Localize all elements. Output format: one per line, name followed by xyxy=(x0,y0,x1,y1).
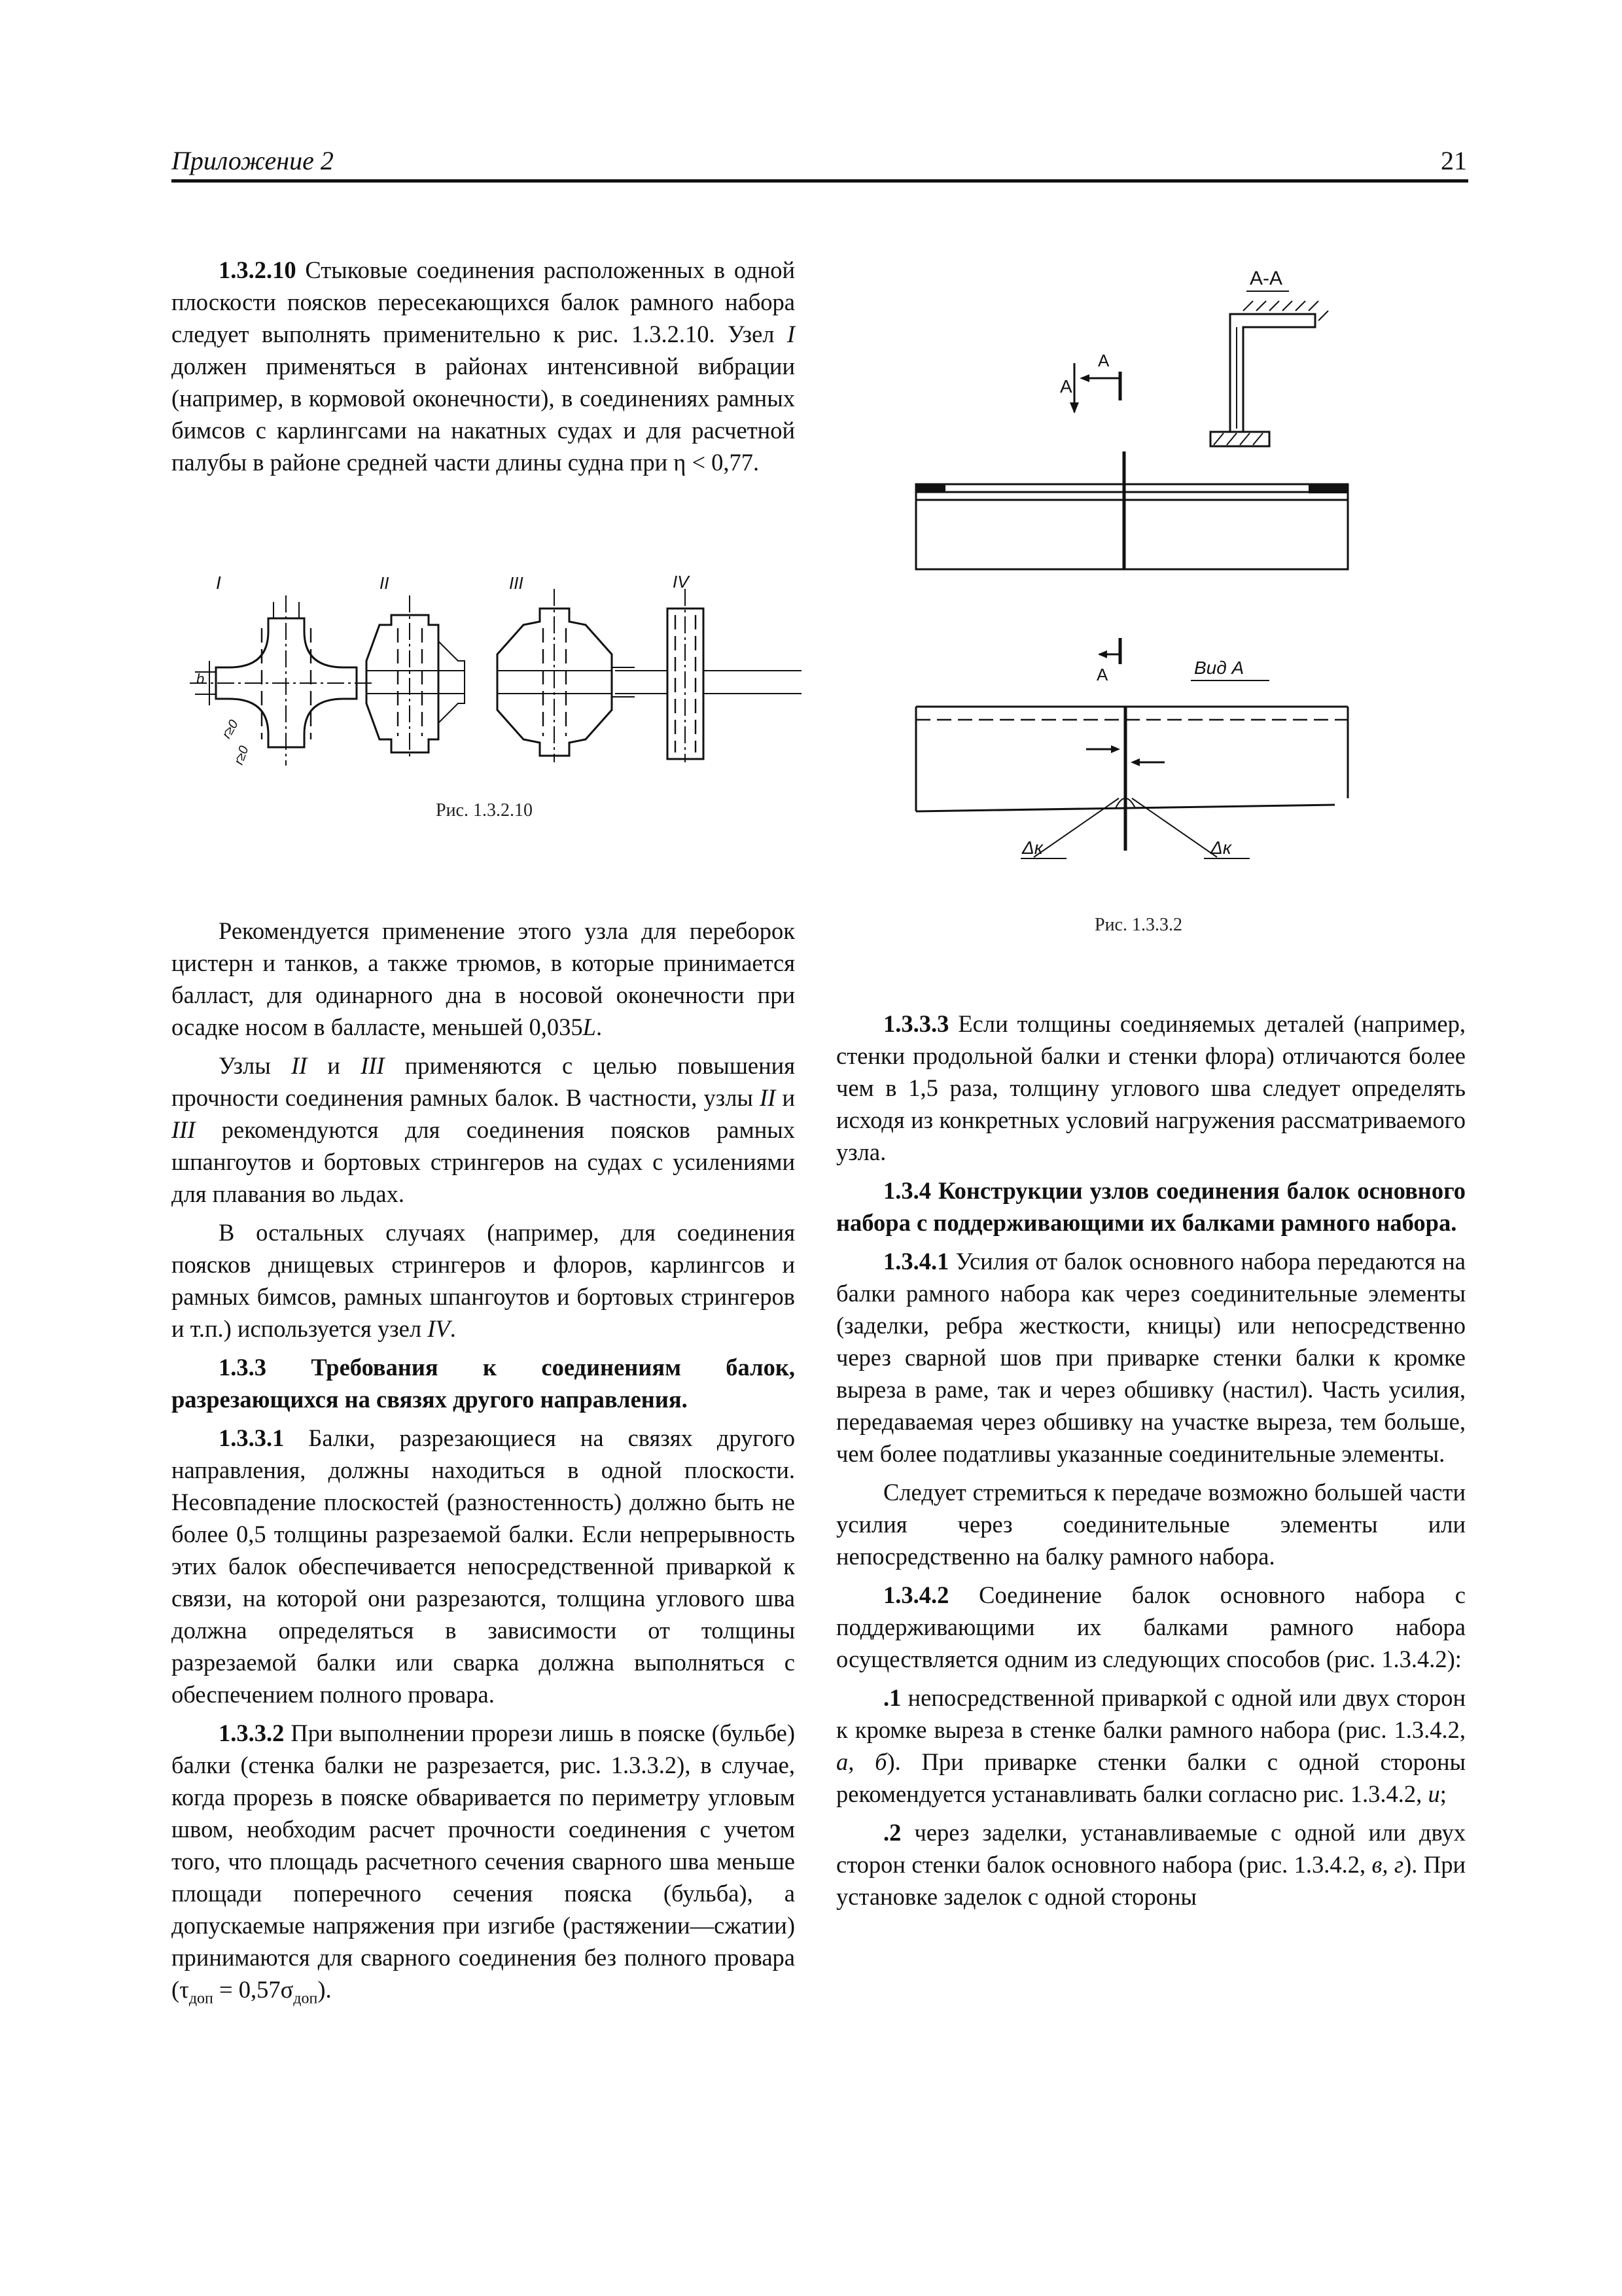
weld-label-left: Δк xyxy=(1022,838,1044,858)
arrow-label-A-left: А xyxy=(1060,376,1072,397)
figure-1-3-3-2 xyxy=(903,262,1453,890)
dim-b-label: b xyxy=(196,671,205,687)
paragraph-1-3-4-1: 1.3.4.1 Усилия от балок основного набора передаются на балки рамного набора как через соединительные элементы (заделки, ребра жесткости, кницы) или непосредственно через сварной шов при приварке стенки балки к кромке выреза в раме, так и через обшивку (настил). Часть усилия, передаваемая через обшивку на участке выреза, тем больше, чем более податливы указанные соединительные элементы. xyxy=(836,1248,1466,1467)
paragraph-1-3-3-3: 1.3.3.3 Если толщины соединяемых деталей (например, стенки продольной балки и стенки флора) отличаются более чем в 1,5 раза, толщину углового шва следует определять исходя из конкретных условий нагружения рассматриваемого узла. xyxy=(836,1010,1466,1165)
paragraph-1-3-3-2: 1.3.3.2 При выполнении прорези лишь в пояске (бульбе) балки (стенка балки не разрезается, рис. 1.3.3.2), в случае, когда прорезь в пояске обваривается по периметру угловым швом, необходим расчет прочности соединения с учетом того, что площадь расчетного сечения сварного шва меньше площади поперечного сечения пояска (бульба), а допускаемые напряжения при изгибе (растяжении—сжатии) принимаются для сварного соединения без полного провара $(\tau_{доп} = 0,57\sigma_{доп})$. xyxy=(171,1720,795,2007)
view-A-label: Вид А xyxy=(1194,658,1244,678)
paragraph-other-cases: В остальных случаях (например, для соединения поясков днищевых стрингеров и флоров, карлингсов и рамных бимсов, рамных шпангоутов и бортовых стрингеров и т.п.) используется узел IV. xyxy=(171,1219,795,1342)
paragraph-recommended: Рекомендуется применение этого узла для переборок цистерн и танков, а также трюмов, в которые принимается балласт, для одинарного дна в носовой оконечности при осадке носом в балласте, меньшей 0,035L. xyxy=(171,917,795,1040)
left-column-body xyxy=(171,915,795,2015)
section-title-A-A: А-А xyxy=(1250,268,1283,289)
figure-1-3-3-2-caption: Рис. 1.3.3.2 xyxy=(1095,915,1182,935)
hatch-bottom xyxy=(1214,433,1263,445)
fig1-label-II: II xyxy=(379,573,389,593)
node-II xyxy=(366,595,465,759)
right-column-body xyxy=(836,1008,1466,1913)
fig1-label-I: I xyxy=(216,573,221,593)
dim-r2-label: r≥0 xyxy=(232,744,252,767)
paragraph-item-1: .1 непосредственной приваркой с одной или двух сторон к кромке выреза в стенке балки рамного набора (рис. 1.3.4.2, а, б). При приварке стенки балки с одной стороны рекомендуется устанавливать балки согласно рис. 1.3.4.2, и; xyxy=(836,1684,1466,1807)
paragraph-nodes-II-III: Узлы II и III применяются с целью повышения прочности соединения рамных балок. В частности, узлы II и III рекомендуются для соединения поясков рамных шпангоутов и бортовых стрингеров на судах с усилениями для плавания во льдах. xyxy=(171,1052,795,1207)
fig1-label-III: III xyxy=(509,573,523,593)
paragraph-1-3-4-2: 1.3.4.2 Соединение балок основного набора с поддерживающими их балками рамного набора осуществляется одним из следующих способов (рис. 1.3.4.2): xyxy=(836,1581,1466,1672)
arrow-label-A-top: А xyxy=(1098,351,1110,370)
heading-1-3-4: 1.3.4 Конструкции узлов соединения балок основного набора с поддерживающими их балками рамного набора. xyxy=(836,1177,1466,1236)
node-IV xyxy=(615,589,802,762)
fig1-label-IV: IV xyxy=(673,572,689,592)
node-III xyxy=(497,589,635,762)
paragraph-strive: Следует стремиться к передаче возможно большей части усилия через соединительные элементы или непосредственно на балку рамного набора. xyxy=(836,1479,1466,1570)
heading-1-3-3: 1.3.3 Требования к соединениям балок, разрезающихся на связях другого направления. xyxy=(171,1354,795,1413)
weld-label-right: Δк xyxy=(1210,838,1232,858)
figure-1-3-2-10-caption: Рис. 1.3.2.10 xyxy=(436,800,533,821)
left-column-top xyxy=(171,254,795,478)
header-section: Приложение 2 xyxy=(171,146,334,175)
paragraph-item-2: .2 через заделки, устанавливаемые с одной или двух сторон стенки балок основного набора (рис. 1.3.4.2, в, г). При установке заделок с одной стороны xyxy=(836,1819,1466,1910)
dim-r-label: r≥0 xyxy=(219,717,241,741)
arrow-label-A-lower: А xyxy=(1097,665,1108,684)
header-rule xyxy=(171,179,1468,183)
paragraph-1-3-3-1: 1.3.3.1 Балки, разрезающиеся на связях другого направления, должны находиться в одной плоскости. Несовпадение плоскостей (разностенность) должно быть не более 0,5 толщины разрезаемой балки. Если непрерывность этих балок обеспечивается непосредственной приваркой к связи, на которой они разрезаются, толщина углового шва должна определяться в зависимости от толщины разрезаемой балки или сварка должна выполняться с обеспечением полного провара. xyxy=(171,1424,795,1708)
figure-1-3-2-10 xyxy=(190,563,805,805)
page-number: 21 xyxy=(1441,146,1467,175)
paragraph-1-3-2-10: 1.3.2.10 Стыковые соединения расположенных в одной плоскости поясков пересекающихся балок рамного набора следует выполнять применительно к рис. 1.3.2.10. Узел I должен применяться в районах интенсивной вибрации (например, в кормовой оконечности), в соединениях рамных бимсов с карлингсами на накатных судах и для расчетной палубы в районе средней части длины судна при η < 0,77. xyxy=(171,256,795,476)
node-I xyxy=(190,595,373,767)
page-header xyxy=(171,145,1467,178)
